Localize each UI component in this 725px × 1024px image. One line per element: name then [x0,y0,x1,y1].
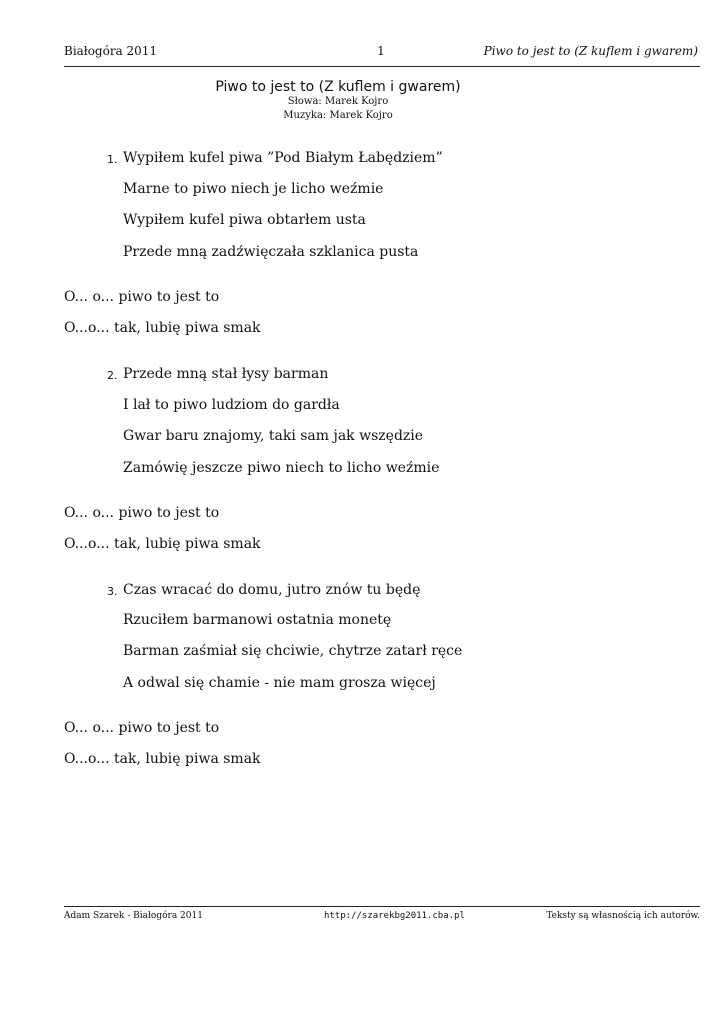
verse-line: Przede mną zadźwięczała szklanica pusta [123,244,419,260]
verse-number: 3. [107,585,118,598]
chorus-line: O... o... piwo to jest to [64,289,220,305]
song-title: Piwo to jest to (Z kuflem i gwarem) [215,79,461,95]
verse-line: Barman zaśmiał się chciwie, chytrze zatarł ręce [123,643,463,659]
chorus-line: O...o... tak, lubię piwa smak [64,320,261,336]
footer-rule [64,906,700,907]
chorus-line: O... o... piwo to jest to [64,720,220,736]
music-credit: Muzyka: Marek Kojro [283,110,393,121]
header-left-text: Białogóra 2011 [64,44,158,58]
verse-line: Czas wracać do domu, jutro znów tu będę [123,582,421,598]
header-right-text: Piwo to jest to (Z kuflem i gwarem) [483,44,698,58]
verse-line: Rzuciłem barmanowi ostatnia monetę [123,612,392,628]
verse-number: 1. [107,153,118,166]
footer-url-link[interactable]: http://szarekbg2011.cba.pl [324,911,465,921]
verse-line: Przede mną stał łysy barman [123,366,329,382]
verse-line: Zamówię jeszcze piwo niech to licho weźmie [123,460,440,476]
header-rule [64,66,700,67]
chorus-line: O... o... piwo to jest to [64,505,220,521]
verse-line: A odwal się chamie - nie mam grosza więcej [123,675,436,691]
header-page-number: 1 [377,44,385,58]
chorus-line: O...o... tak, lubię piwa smak [64,536,261,552]
lyrics-credit: Słowa: Marek Kojro [287,96,389,107]
verse-line: Wypiłem kufel piwa ”Pod Białym Łabędziem” [123,150,443,166]
running-header [64,44,698,64]
footer-copyright: Teksty są własnością ich autorów. [546,911,700,921]
footer-author: Adam Szarek - Białogóra 2011 [64,911,203,921]
verse-line: I lał to piwo ludziom do gardła [123,397,340,413]
verse-line: Wypiłem kufel piwa obtarłem usta [123,212,366,228]
verse-line: Gwar baru znajomy, taki sam jak wszędzie [123,428,424,444]
verse-number: 2. [107,369,118,382]
verse-line: Marne to piwo niech je licho weźmie [123,181,384,197]
chorus-line: O...o... tak, lubię piwa smak [64,751,261,767]
